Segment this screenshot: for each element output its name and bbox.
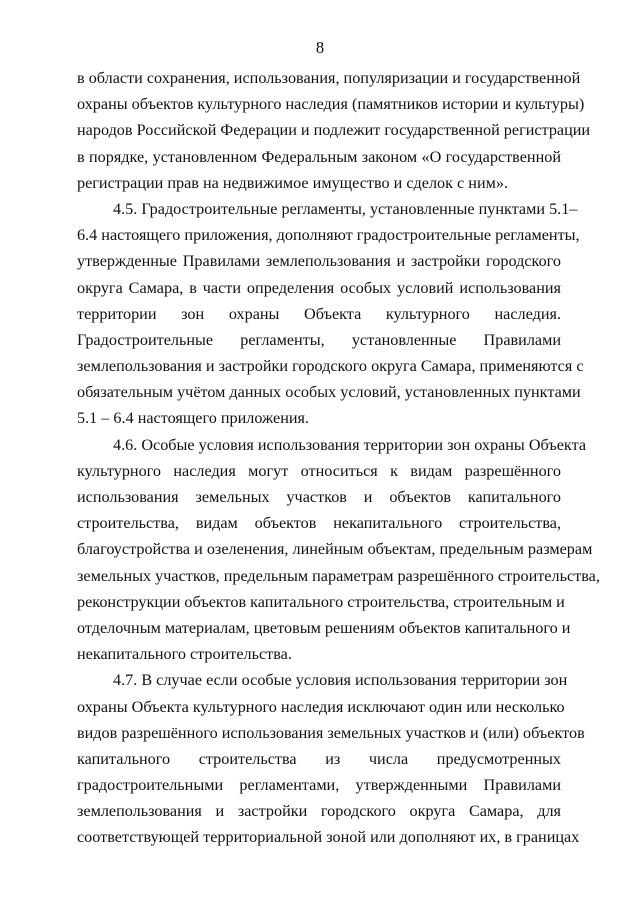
text-line: отделочным материалам, цветовым решениям объектов капитального и [77,618,571,637]
text-line: территории зон охраны Объекта культурного наследия. [77,304,561,323]
text-line: Градостроительные регламенты, установленные Правилами [77,330,561,349]
document-body [77,65,600,851]
text-line: 4.7. В случае если особые условия использования территории зон [113,671,568,690]
text-line: 4.6. Особые условия использования территории зон охраны Объекта [113,435,587,454]
text-line: обязательным учётом данных особых условий, установленных пунктами [77,383,581,402]
text-line: 6.4 настоящего приложения, дополняют градостроительные регламенты, [77,226,580,245]
text-line: землепользования и застройки городского округа Самара, для [77,802,561,821]
text-line: земельных участков, предельным параметрам разрешённого строительства, [77,566,600,585]
text-line: градостроительными регламентами, утвержденными Правилами [77,776,561,795]
text-line: реконструкции объектов капитального строительства, строительным и [77,592,565,611]
text-line: некапитального строительства. [77,645,292,664]
text-line: землепользования и застройки городского округа Самара, применяются с [77,357,584,376]
text-line: охраны объектов культурного наследия (памятников истории и культуры) [77,95,585,114]
page-number: 8 [315,38,325,57]
text-line: благоустройства и озеленения, линейным объектам, предельным размерам [77,540,593,559]
text-line: регистрации прав на недвижимое имущество и сделок с ним». [77,173,508,192]
paragraph-clause-4-5 [77,196,584,432]
text-line: в области сохранения, использования, популяризации и государственной [77,69,581,87]
text-line: 5.1 – 6.4 настоящего приложения. [77,409,310,428]
text-line: округа Самара, в части определения особых условий использования [77,278,561,297]
text-line: капитального строительства из числа предусмотренных [77,749,561,768]
paragraph-clause-4-6 [77,432,600,668]
text-line: 4.5. Градостроительные регламенты, установленные пунктами 5.1– [113,199,578,218]
text-line: использования земельных участков и объектов капитального [77,488,561,506]
paragraph-continuation [77,65,591,196]
text-line: видов разрешённого использования земельных участков и (или) объектов [77,723,585,742]
text-line: утвержденные Правилами землепользования и застройки городского [77,252,561,271]
paragraph-clause-4-7 [77,667,585,850]
text-line: народов Российской Федерации и подлежит государственной регистрации [77,121,591,140]
text-line: в порядке, установленном Федеральным законом «О государственной [77,147,561,166]
text-line: культурного наследия могут относиться к видам разрешённого [77,461,561,480]
text-line: охраны Объекта культурного наследия исключают один или несколько [77,697,565,716]
text-line: строительства, видам объектов некапитального строительства, [77,514,561,533]
text-line: соответствующей территориальной зоной или дополняют их, в границах [77,828,580,847]
